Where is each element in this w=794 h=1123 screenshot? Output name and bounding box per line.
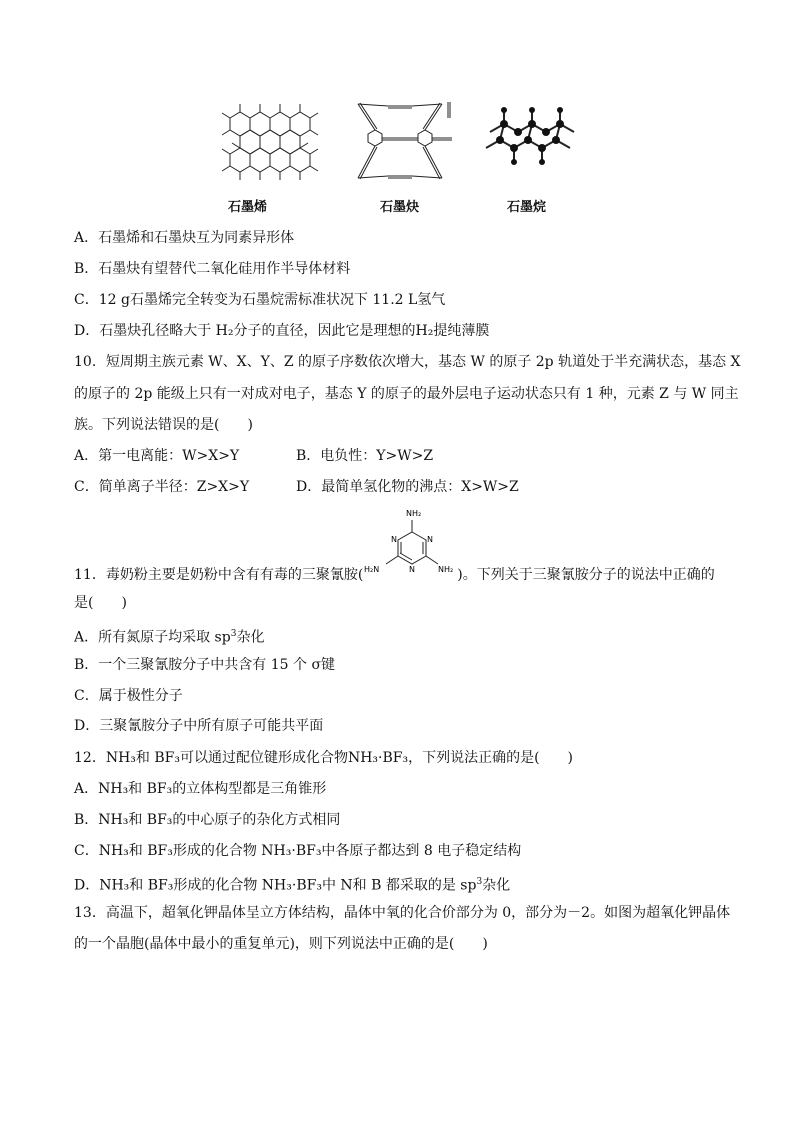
q11-option-b: B．一个三聚氰胺分子中共含有 15 个 σ键 [74, 657, 336, 673]
graphane-structure-image [480, 98, 580, 178]
q10-option-b: B．电负性：Y>W>Z [296, 448, 434, 464]
melamine-top-nh2: NH₂ [406, 509, 422, 518]
melamine-right-nh2: NH₂ [438, 565, 454, 574]
q11-stem-post: )。下列关于三聚氰胺分子的说法中正确的 [457, 567, 715, 583]
q11-stem-line1 [74, 565, 720, 585]
graphane-label: 石墨烷 [507, 200, 547, 215]
q12-option-a: A．NH₃和 BF₃的立体构型都是三角锥形 [74, 781, 327, 797]
melamine-left-h2n: H₂N [364, 565, 380, 574]
q12-option-b: B．NH₃和 BF₃的中心原子的杂化方式相同 [74, 812, 341, 828]
q10-option-a: A．第一电离能：W>X>Y [74, 448, 240, 464]
q10-options-row1 [74, 446, 720, 466]
q9-option-d: D．石墨炔孔径略大于 H₂分子的直径，因此它是理想的H₂提纯薄膜 [74, 323, 490, 339]
q12-option-d-sup: 3 [476, 877, 483, 887]
q12-option-d [74, 872, 720, 896]
q9-option-b: B．石墨炔有望替代二氧化硅用作半导体材料 [74, 261, 351, 277]
q12-stem: 12．NH₃和 BF₃可以通过配位键形成化合物NH₃·BF₃，下列说法正确的是( ) [74, 750, 574, 766]
q10-stem-line2: 的原子的 2p 能级上只有一对成对电子，基态 Y 的原子的最外层电子运动状态只有 1 种，元素 Z 与 W 同主 [74, 386, 739, 402]
q10-stem-line3: 族。下列说法错误的是( ) [74, 417, 253, 433]
q11-option-c: C．属于极性分子 [74, 688, 183, 704]
carbon-structures-figure [210, 98, 590, 218]
q11-option-a [74, 624, 720, 648]
q10-option-d: D．最简单氢化物的沸点：X>W>Z [296, 479, 519, 495]
melamine-ring-n2: N [427, 535, 433, 544]
graphene-structure-image [210, 98, 330, 193]
q11-option-a-text: A．所有氮原子均采取 sp [74, 629, 231, 646]
q9-option-a: A．石墨烯和石墨炔互为同素异形体 [74, 230, 295, 246]
q10-option-c: C．简单离子半径：Z>X>Y [74, 479, 250, 495]
q10-stem-line1: 10．短周期主族元素 W、X、Y、Z 的原子序数依次增大，基态 W 的原子 2p 轨道处于半充满状态，基态 X [74, 354, 741, 370]
q12-option-c: C．NH₃和 BF₃形成的化合物 NH₃·BF₃中各原子都达到 8 电子稳定结构 [74, 843, 522, 859]
q12-option-d-tail: 杂化 [482, 877, 511, 894]
q9-option-c: C．12 g石墨烯完全转变为石墨烷需标准状况下 11.2 L氢气 [74, 292, 446, 308]
q11-option-a-sup: 3 [230, 629, 237, 639]
melamine-ring-n1: N [391, 535, 397, 544]
q10-options-row2 [74, 477, 720, 497]
q13-stem-line1: 13．高温下，超氧化钾晶体呈立方体结构，晶体中氧的化合价部分为 0，部分为－2。如图为超氧化钾晶体 [74, 905, 731, 921]
q11-option-d: D．三聚氰胺分子中所有原子可能共平面 [74, 718, 324, 734]
graphdiyne-structure-image [348, 98, 458, 190]
q11-option-a-tail: 杂化 [236, 629, 265, 646]
graphene-label: 石墨烯 [228, 200, 268, 215]
q11-stem-pre: 11．毒奶粉主要是奶粉中含有有毒的三聚氰胺( [74, 567, 364, 583]
q11-stem-line2: 是( ) [74, 595, 127, 611]
graphdiyne-label: 石墨炔 [380, 200, 420, 215]
q13-stem-line2: 的一个晶胞(晶体中最小的重复单元)，则下列说法中正确的是( ) [74, 936, 488, 952]
q12-option-d-text: D．NH₃和 BF₃形成的化合物 NH₃·BF₃中 N和 B 都采取的是 sp [74, 877, 477, 894]
melamine-ring-n3: N [409, 565, 415, 574]
